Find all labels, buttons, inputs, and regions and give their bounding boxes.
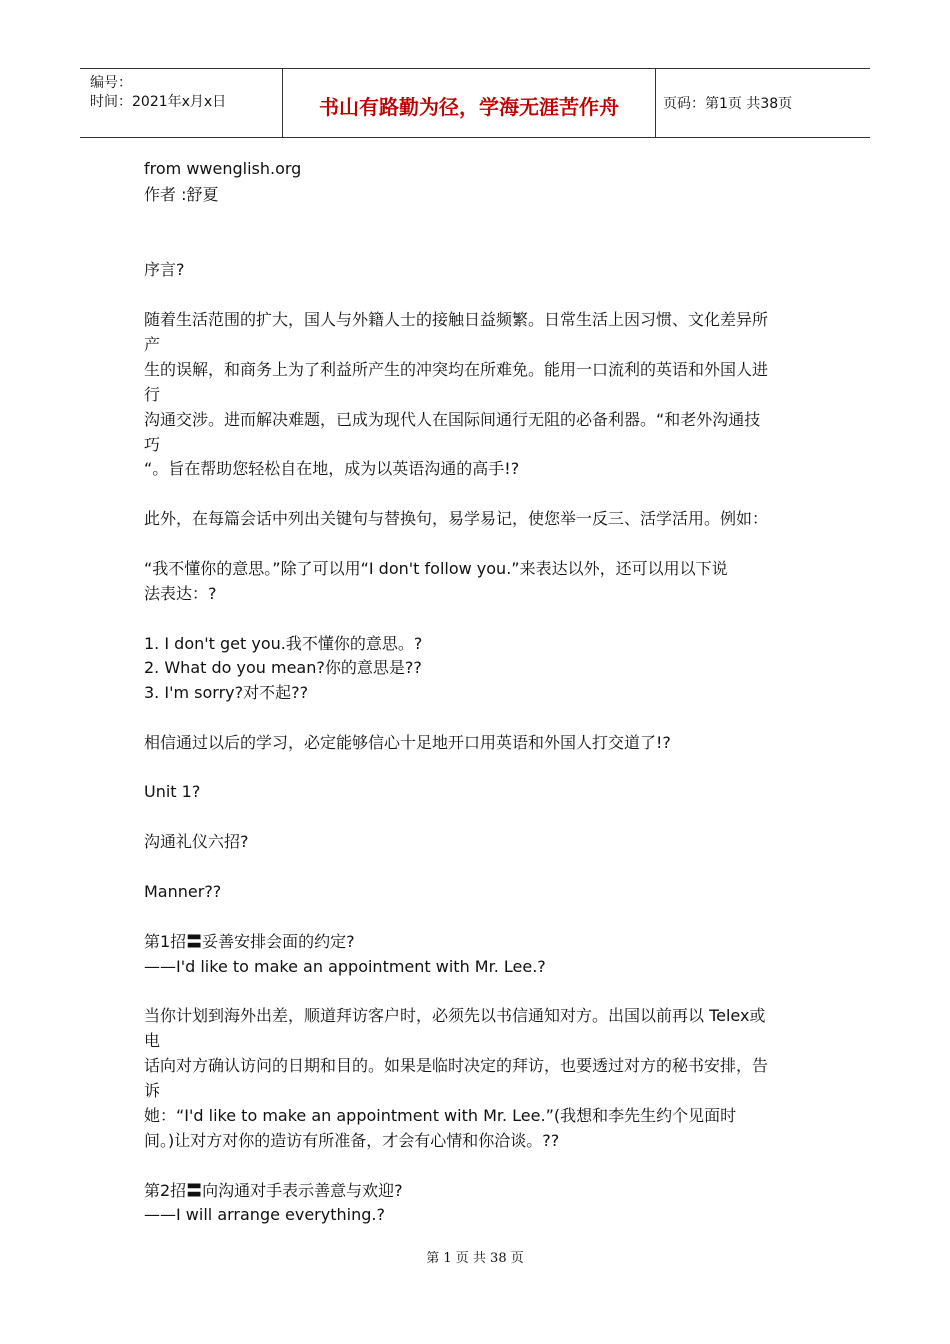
paragraph-line: 沟通交涉。进而解决难题，已成为现代人在国际间通行无阻的必备利器。“和老外沟通技 [144,410,761,429]
paragraph-line: 行 [144,385,161,404]
paragraph-line: 此外，在每篇会话中列出关键句与替换句，易学易记，使您举一反三、活学活用。例如： [144,509,769,528]
example-line: 1. I don't get you.我不懂你的意思。? [144,634,423,653]
page-footer: 第 1 页 共 38 页 [426,1251,524,1266]
author-line: 作者 :舒夏 [144,185,219,204]
paragraph-line: 当你计划到海外出差，顺道拜访客户时，必须先以书信通知对方。出国以前再以 Telex或 [144,1006,766,1025]
paragraph-line: 产 [144,335,161,354]
paragraph-line: 诉 [144,1081,161,1100]
tip-sentence: ——I'd like to make an appointment with Mr. Lee.? [144,957,546,976]
document-time-label: 时间：2021年x月x日 [90,94,227,110]
example-line: 3. I'm sorry?对不起?? [144,683,309,702]
paragraph-line: 生的误解，和商务上为了利益所产生的冲突均在所难免。能用一口流利的英语和外国人进 [144,360,769,379]
paragraph-line: 间。)让对方对你的造访有所准备，才会有心情和你洽谈。?? [144,1131,560,1150]
example-line: 2. What do you mean?你的意思是?? [144,658,422,677]
tip-heading: 第2招〓向沟通对手表示善意与欢迎? [144,1181,403,1200]
paragraph-line: 电 [144,1031,161,1050]
section-heading: 沟通礼仪六招? [144,832,249,851]
document-number-label: 编号： [90,75,132,91]
section-heading: Manner?? [144,882,222,901]
header-page-code: 页码：第1页 共38页 [663,96,793,112]
paragraph-line: 话向对方确认访问的日期和目的。如果是临时决定的拜访，也要透过对方的秘书安排，告 [144,1056,769,1075]
source-line: from wwenglish.org [144,159,302,178]
header-info-cell [80,69,282,137]
paragraph-line: “。旨在帮助您轻松自在地，成为以英语沟通的高手!? [144,459,520,478]
unit-heading: Unit 1? [144,782,201,801]
paragraph-line: 法表达：? [144,584,217,603]
paragraph-line: 巧 [144,435,161,454]
paragraph-line: 相信通过以后的学习，必定能够信心十足地开口用英语和外国人打交道了!? [144,733,671,752]
page-header [80,68,870,138]
preface-heading: 序言? [144,260,185,279]
tip-heading: 第1招〓妥善安排会面的约定? [144,932,355,951]
header-page-cell [655,69,870,137]
tip-sentence: ——I will arrange everything.? [144,1205,385,1224]
paragraph-line: 随着生活范围的扩大，国人与外籍人士的接触日益频繁。日常生活上因习惯、文化差异所 [144,310,769,329]
paragraph-line: 她：“I'd like to make an appointment with Mr. Lee.”(我想和李先生约个见面时 [144,1106,737,1125]
paragraph-line: “我不懂你的意思。”除了可以用“I don't follow you.”来表达以外，还可以用以下说 [144,559,728,578]
header-motto-cell [282,69,656,137]
header-motto: 书山有路勤为径，学海无涯苦作舟 [319,95,619,119]
